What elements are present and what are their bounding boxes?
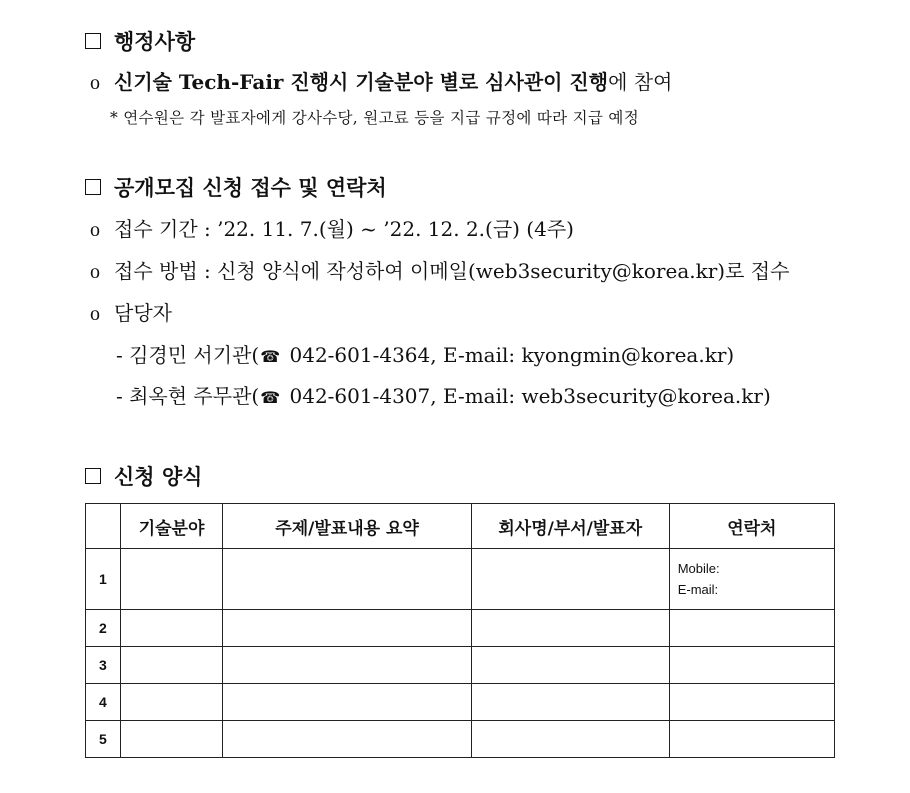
cell-tech-field[interactable] xyxy=(120,610,222,647)
recruit-contact-person-text: 담당자 xyxy=(114,301,172,325)
section-heading-admin-text: 행정사항 xyxy=(114,29,196,54)
telephone-icon: ☎ xyxy=(260,347,281,366)
cell-company-presenter[interactable] xyxy=(471,647,669,684)
bullet-mark: o xyxy=(90,303,100,325)
row-number: 1 xyxy=(86,549,121,610)
bullet-mark: o xyxy=(90,261,100,283)
cell-contact[interactable] xyxy=(669,684,834,721)
cell-company-presenter[interactable] xyxy=(471,721,669,758)
cell-tech-field[interactable] xyxy=(120,684,222,721)
bullet-mark: o xyxy=(90,219,100,241)
section-heading-recruit xyxy=(85,172,387,202)
contact-email-label: E-mail: xyxy=(677,582,719,597)
header-company-presenter: 회사명/부서/발표자 xyxy=(471,504,669,549)
cell-company-presenter[interactable] xyxy=(471,549,669,610)
table-row xyxy=(86,549,835,610)
cell-topic-summary[interactable] xyxy=(223,721,472,758)
telephone-icon: ☎ xyxy=(260,388,281,407)
admin-item-rest-text: 에 참여 xyxy=(608,70,673,94)
header-topic-summary: 주제/발표내용 요약 xyxy=(223,504,472,549)
contact-mobile-label: Mobile: xyxy=(677,561,720,576)
contact-line-1 xyxy=(116,339,734,368)
cell-contact[interactable] xyxy=(669,549,834,610)
header-number xyxy=(86,504,121,549)
cell-tech-field[interactable] xyxy=(120,647,222,684)
recruit-contact-person xyxy=(90,297,172,326)
section-heading-form-text: 신청 양식 xyxy=(114,464,203,489)
checkbox-square-icon xyxy=(85,179,101,195)
contact-2-prefix: - 최옥현 주무관( xyxy=(116,384,260,408)
section-heading-admin xyxy=(85,26,195,56)
cell-contact[interactable] xyxy=(669,647,834,684)
table-header-row xyxy=(86,504,835,549)
header-tech-field: 기술분야 xyxy=(120,504,222,549)
cell-tech-field[interactable] xyxy=(120,549,222,610)
recruit-period-text: 접수 기간 : ’22. 11. 7.(월) ~ ’22. 12. 2.(금) (4주) xyxy=(114,217,574,241)
recruit-method xyxy=(90,255,789,284)
checkbox-square-icon xyxy=(85,468,101,484)
contact-2-detail: 042-601-4307, E-mail: web3security@korea.kr) xyxy=(283,384,771,408)
cell-topic-summary[interactable] xyxy=(223,549,472,610)
header-contact: 연락처 xyxy=(669,504,834,549)
section-heading-recruit-text: 공개모집 신청 접수 및 연락처 xyxy=(114,175,387,200)
table-row xyxy=(86,610,835,647)
admin-item-bold-text: 신기술 Tech-Fair 진행시 기술분야 별로 심사관이 진행 xyxy=(114,70,609,94)
row-number: 5 xyxy=(86,721,121,758)
admin-note: * 연수원은 각 발표자에게 강사수당, 원고료 등을 지급 규정에 따라 지급 예정 xyxy=(110,109,639,127)
admin-item xyxy=(90,66,672,95)
cell-contact[interactable] xyxy=(669,721,834,758)
contact-1-prefix: - 김경민 서기관( xyxy=(116,343,260,367)
contact-line-2 xyxy=(116,380,771,409)
cell-topic-summary[interactable] xyxy=(223,684,472,721)
cell-company-presenter[interactable] xyxy=(471,684,669,721)
recruit-method-text: 접수 방법 : 신청 양식에 작성하여 이메일(web3security@korea.kr)로 접수 xyxy=(114,259,790,283)
cell-tech-field[interactable] xyxy=(120,721,222,758)
row-number: 4 xyxy=(86,684,121,721)
cell-topic-summary[interactable] xyxy=(223,610,472,647)
cell-company-presenter[interactable] xyxy=(471,610,669,647)
recruit-period xyxy=(90,213,574,242)
application-form-table xyxy=(85,503,835,758)
contact-1-detail: 042-601-4364, E-mail: kyongmin@korea.kr) xyxy=(283,343,735,367)
checkbox-square-icon xyxy=(85,33,101,49)
row-number: 2 xyxy=(86,610,121,647)
cell-contact[interactable] xyxy=(669,610,834,647)
table-row xyxy=(86,647,835,684)
cell-topic-summary[interactable] xyxy=(223,647,472,684)
bullet-mark: o xyxy=(90,72,100,94)
table-row xyxy=(86,684,835,721)
table-row xyxy=(86,721,835,758)
section-heading-form xyxy=(85,461,202,491)
row-number: 3 xyxy=(86,647,121,684)
